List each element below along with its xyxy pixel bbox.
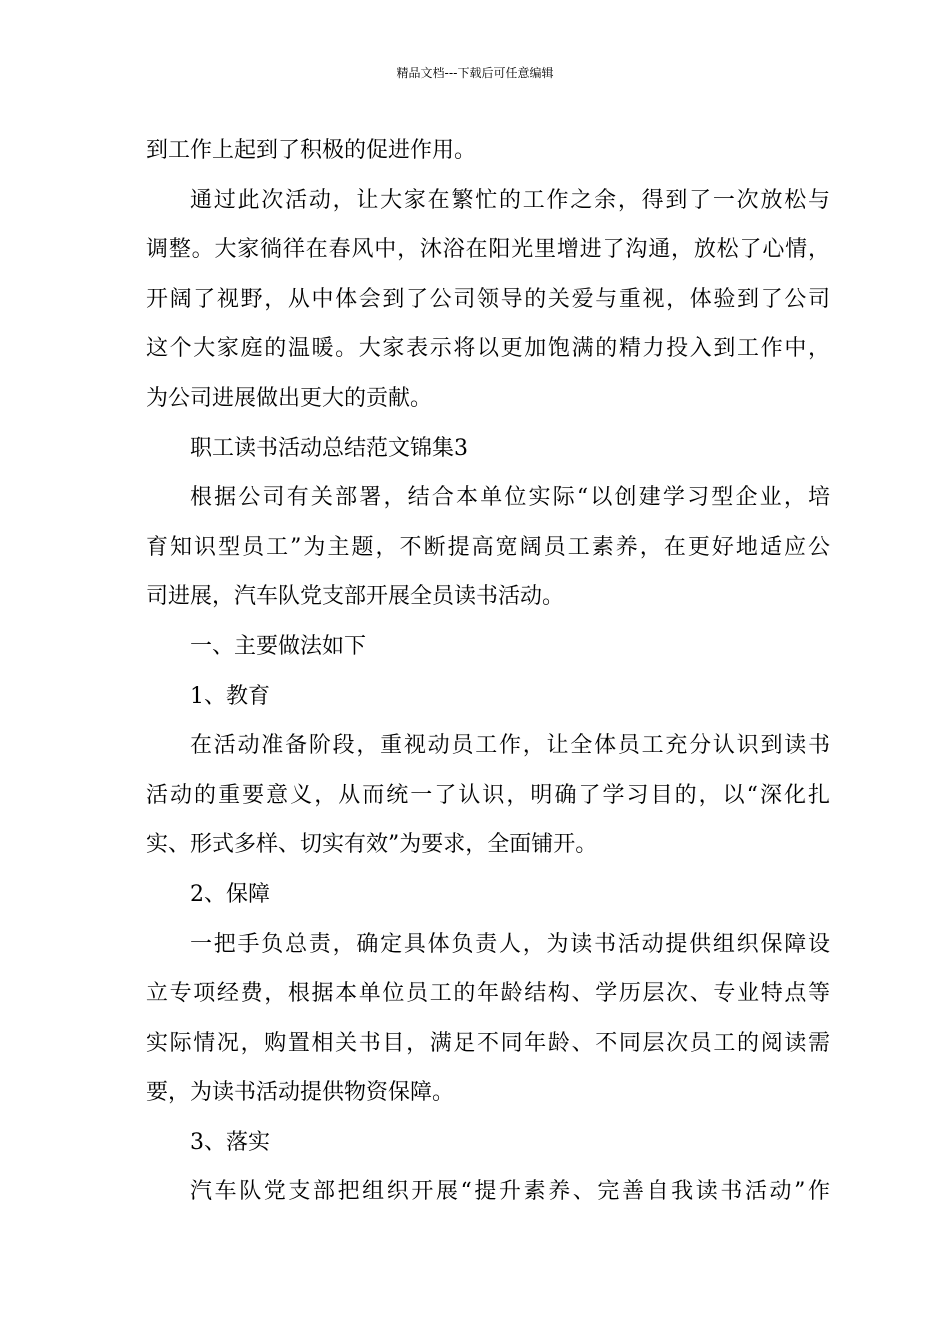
- text-line: 实、形式多样、切实有效”为要求，全面铺开。: [146, 832, 598, 858]
- text-line: 实际情况，购置相关书目，满足不同年龄、不同层次员工的阅读需: [146, 1030, 830, 1056]
- text-line: 这个大家庭的温暖。大家表示将以更加饱满的精力投入到工作中，: [146, 336, 830, 362]
- text-line: 立专项经费，根据本单位员工的年龄结构、学历层次、专业特点等: [146, 981, 830, 1007]
- text-line: 调整。大家徜徉在春风中，沐浴在阳光里增进了沟通，放松了心情，: [146, 237, 830, 263]
- section-title: 职工读书活动总结范文锦集3: [190, 435, 468, 461]
- subsection-heading: 2、保障: [190, 881, 270, 907]
- page-header: 精品文档---下载后可任意编辑: [396, 66, 554, 80]
- paragraph-start-line: 在活动准备阶段，重视动员工作，让全体员工充分认识到读书: [190, 733, 830, 759]
- subsection-heading: 1、教育: [190, 683, 270, 709]
- paragraph-start-line: 根据公司有关部署，结合本单位实际“以创建学习型企业，培: [190, 485, 830, 511]
- text-line: 司进展，汽车队党支部开展全员读书活动。: [146, 584, 565, 610]
- text-line: 到工作上起到了积极的促进作用。: [146, 138, 477, 163]
- text-line: 为公司进展做出更大的贡献。: [146, 385, 433, 411]
- section-heading: 一、主要做法如下: [190, 633, 367, 659]
- text-line: 育知识型员工”为主题，不断提高宽阔员工素养，在更好地适应公: [146, 534, 830, 560]
- text-line: 开阔了视野，从中体会到了公司领导的关爱与重视，体验到了公司: [146, 286, 830, 312]
- paragraph-start-line: 通过此次活动，让大家在繁忙的工作之余，得到了一次放松与: [190, 187, 830, 213]
- paragraph-start-line: 汽车队党支部把组织开展“提升素养、完善自我读书活动”作: [190, 1179, 830, 1205]
- paragraph-start-line: 一把手负总责，确定具体负责人，为读书活动提供组织保障设: [190, 931, 830, 957]
- subsection-heading: 3、落实: [190, 1129, 270, 1155]
- document-body: [146, 126, 830, 1217]
- text-line: 要，为读书活动提供物资保障。: [146, 1080, 455, 1106]
- text-line: 活动的重要意义，从而统一了认识，明确了学习目的，以“深化扎: [146, 782, 830, 808]
